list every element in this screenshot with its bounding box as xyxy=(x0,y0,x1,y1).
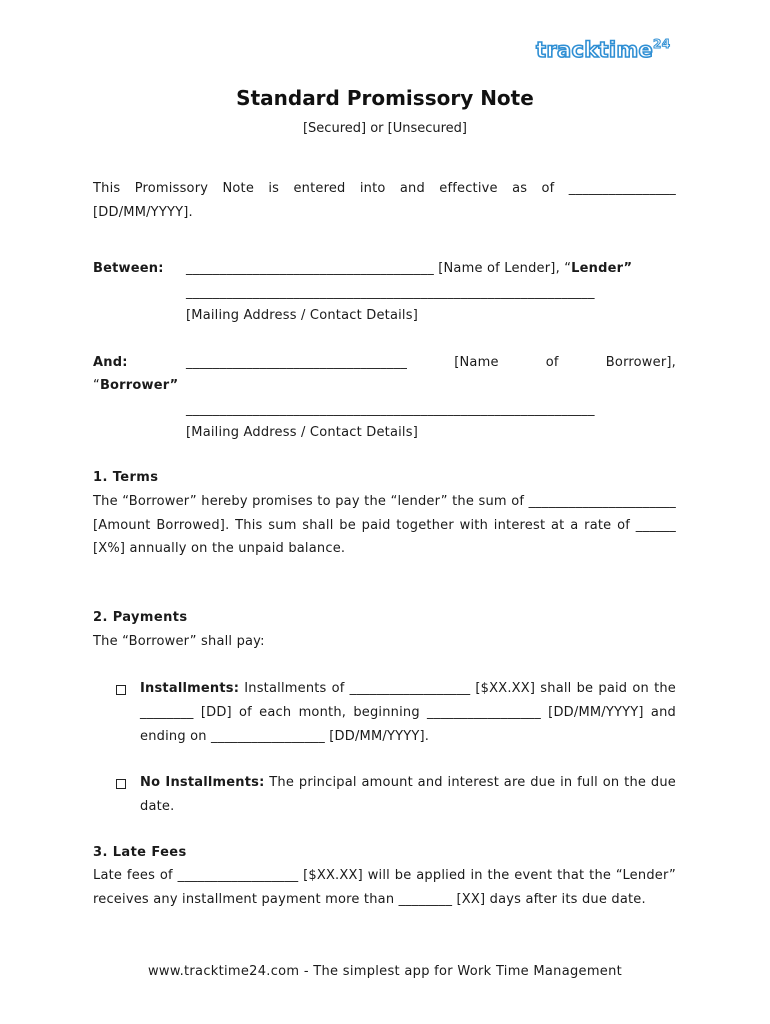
document-title: Standard Promissory Note xyxy=(236,86,534,110)
borrower-defined-term: Borrower” xyxy=(99,378,179,393)
lender-name-field: _____________________________________ [Name of Lender], “ xyxy=(186,261,572,276)
tracktime24-logo xyxy=(536,38,670,61)
no-installments-text: The principal amount and interest are due in full on the due date. xyxy=(140,775,676,814)
borrower-term-line xyxy=(93,374,178,398)
borrower-name-field: _________________________________ [Name of Borrower], xyxy=(186,355,676,370)
late-fees-paragraph: Late fees of __________________ [$XX.XX] will be applied in the event that the “Lender” receives any installment payment more than ________ [XX] days after its due date. xyxy=(93,868,676,907)
installments-label: Installments: xyxy=(140,681,240,696)
logo-superscript: 24 xyxy=(653,37,671,51)
lender-address-blank: _____________________________________________________________ xyxy=(186,285,595,300)
no-installments-label: No Installments: xyxy=(140,775,265,790)
footer-text[interactable]: www.tracktime24.com - The simplest app for Work Time Management xyxy=(147,964,623,979)
borrower-address-label: [Mailing Address / Contact Details] xyxy=(186,425,418,440)
intro-paragraph: This Promissory Note is entered into and effective as of ________________ [DD/MM/YYYY]. xyxy=(93,181,676,220)
installments-text: Installments of __________________ [$XX.XX] shall be paid on the ________ [DD] of each month, beginning _________________ [DD/MM/YYYY] and ending on _________________ [DD/MM/YYYY]. xyxy=(140,681,676,744)
no-installments-option xyxy=(140,771,676,819)
lender-defined-term: Lender” xyxy=(571,261,633,276)
lender-address-label: [Mailing Address / Contact Details] xyxy=(186,308,418,323)
terms-heading: 1. Terms xyxy=(93,470,159,485)
borrower-address-blank: _____________________________________________________________ xyxy=(186,402,595,417)
lender-line xyxy=(186,257,632,281)
payments-intro: The “Borrower” shall pay: xyxy=(93,634,265,649)
logo-text: tracktime xyxy=(536,38,654,62)
payments-heading: 2. Payments xyxy=(93,610,188,625)
no-installments-checkbox[interactable] xyxy=(116,779,126,789)
document-subtitle: [Secured] or [Unsecured] xyxy=(302,121,468,136)
terms-paragraph: The “Borrower” hereby promises to pay the “lender” the sum of ______________________ [Amount Borrowed]. This sum shall be paid together with interest at a rate of ______ [X%] annually on the unpaid balance. xyxy=(93,494,676,556)
installments-checkbox[interactable] xyxy=(116,685,126,695)
between-label: Between: xyxy=(93,261,164,276)
installments-option xyxy=(140,677,676,748)
borrower-quote: “ xyxy=(93,378,100,393)
and-label: And: xyxy=(93,355,128,370)
late-fees-heading: 3. Late Fees xyxy=(93,845,187,860)
